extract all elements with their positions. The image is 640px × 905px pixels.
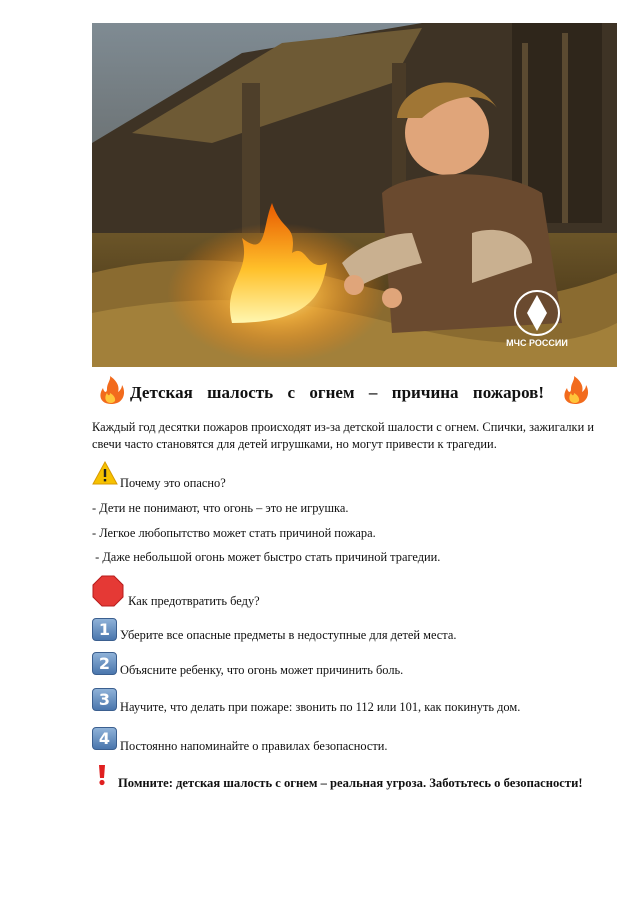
number-2-icon: 2 — [92, 652, 117, 675]
intro-paragraph: Каждый год десятки пожаров происходят из-за детской шалости с огнем. Спички, зажигалки и свечи часто становятся для детей игрушками, но могут привести к трагедии. — [92, 420, 594, 451]
page-title: Детская шалость с огнем – причина пожаров! — [130, 383, 544, 402]
prevent-step: Объясните ребенку, что огонь может причинить боль. — [120, 663, 404, 677]
prevent-step: Уберите все опасные предметы в недоступные для детей места. — [120, 628, 457, 642]
number-1-icon: 1 — [92, 618, 117, 641]
prevent-heading: Как предотвратить беду? — [125, 594, 260, 608]
number-3-icon: 3 — [92, 688, 117, 711]
fire-icon — [558, 375, 592, 405]
danger-heading: Почему это опасно? — [120, 476, 226, 490]
stop-sign-icon — [92, 575, 124, 607]
remember-note — [92, 774, 594, 792]
danger-item: - Даже небольшой огонь может быстро стать причиной трагедии. — [92, 550, 441, 564]
remember-text: Помните: детская шалость с огнем – реальная угроза. Заботьтесь о безопасности! — [118, 776, 583, 790]
fire-icon — [94, 375, 128, 405]
prevent-step: Научите, что делать при пожаре: звонить по 112 или 101, как покинуть дом. — [120, 700, 521, 714]
warning-icon — [92, 461, 118, 485]
logo-text: МЧС РОССИИ — [506, 338, 568, 348]
title-row — [92, 375, 600, 407]
prevent-step: Постоянно напоминайте о правилах безопасности. — [120, 739, 388, 753]
number-4-icon: 4 — [92, 727, 117, 750]
danger-item: - Легкое любопытство может стать причиной пожара. — [92, 526, 376, 540]
hero-image — [92, 23, 617, 367]
danger-item: - Дети не понимают, что огонь – это не игрушка. — [92, 501, 349, 515]
